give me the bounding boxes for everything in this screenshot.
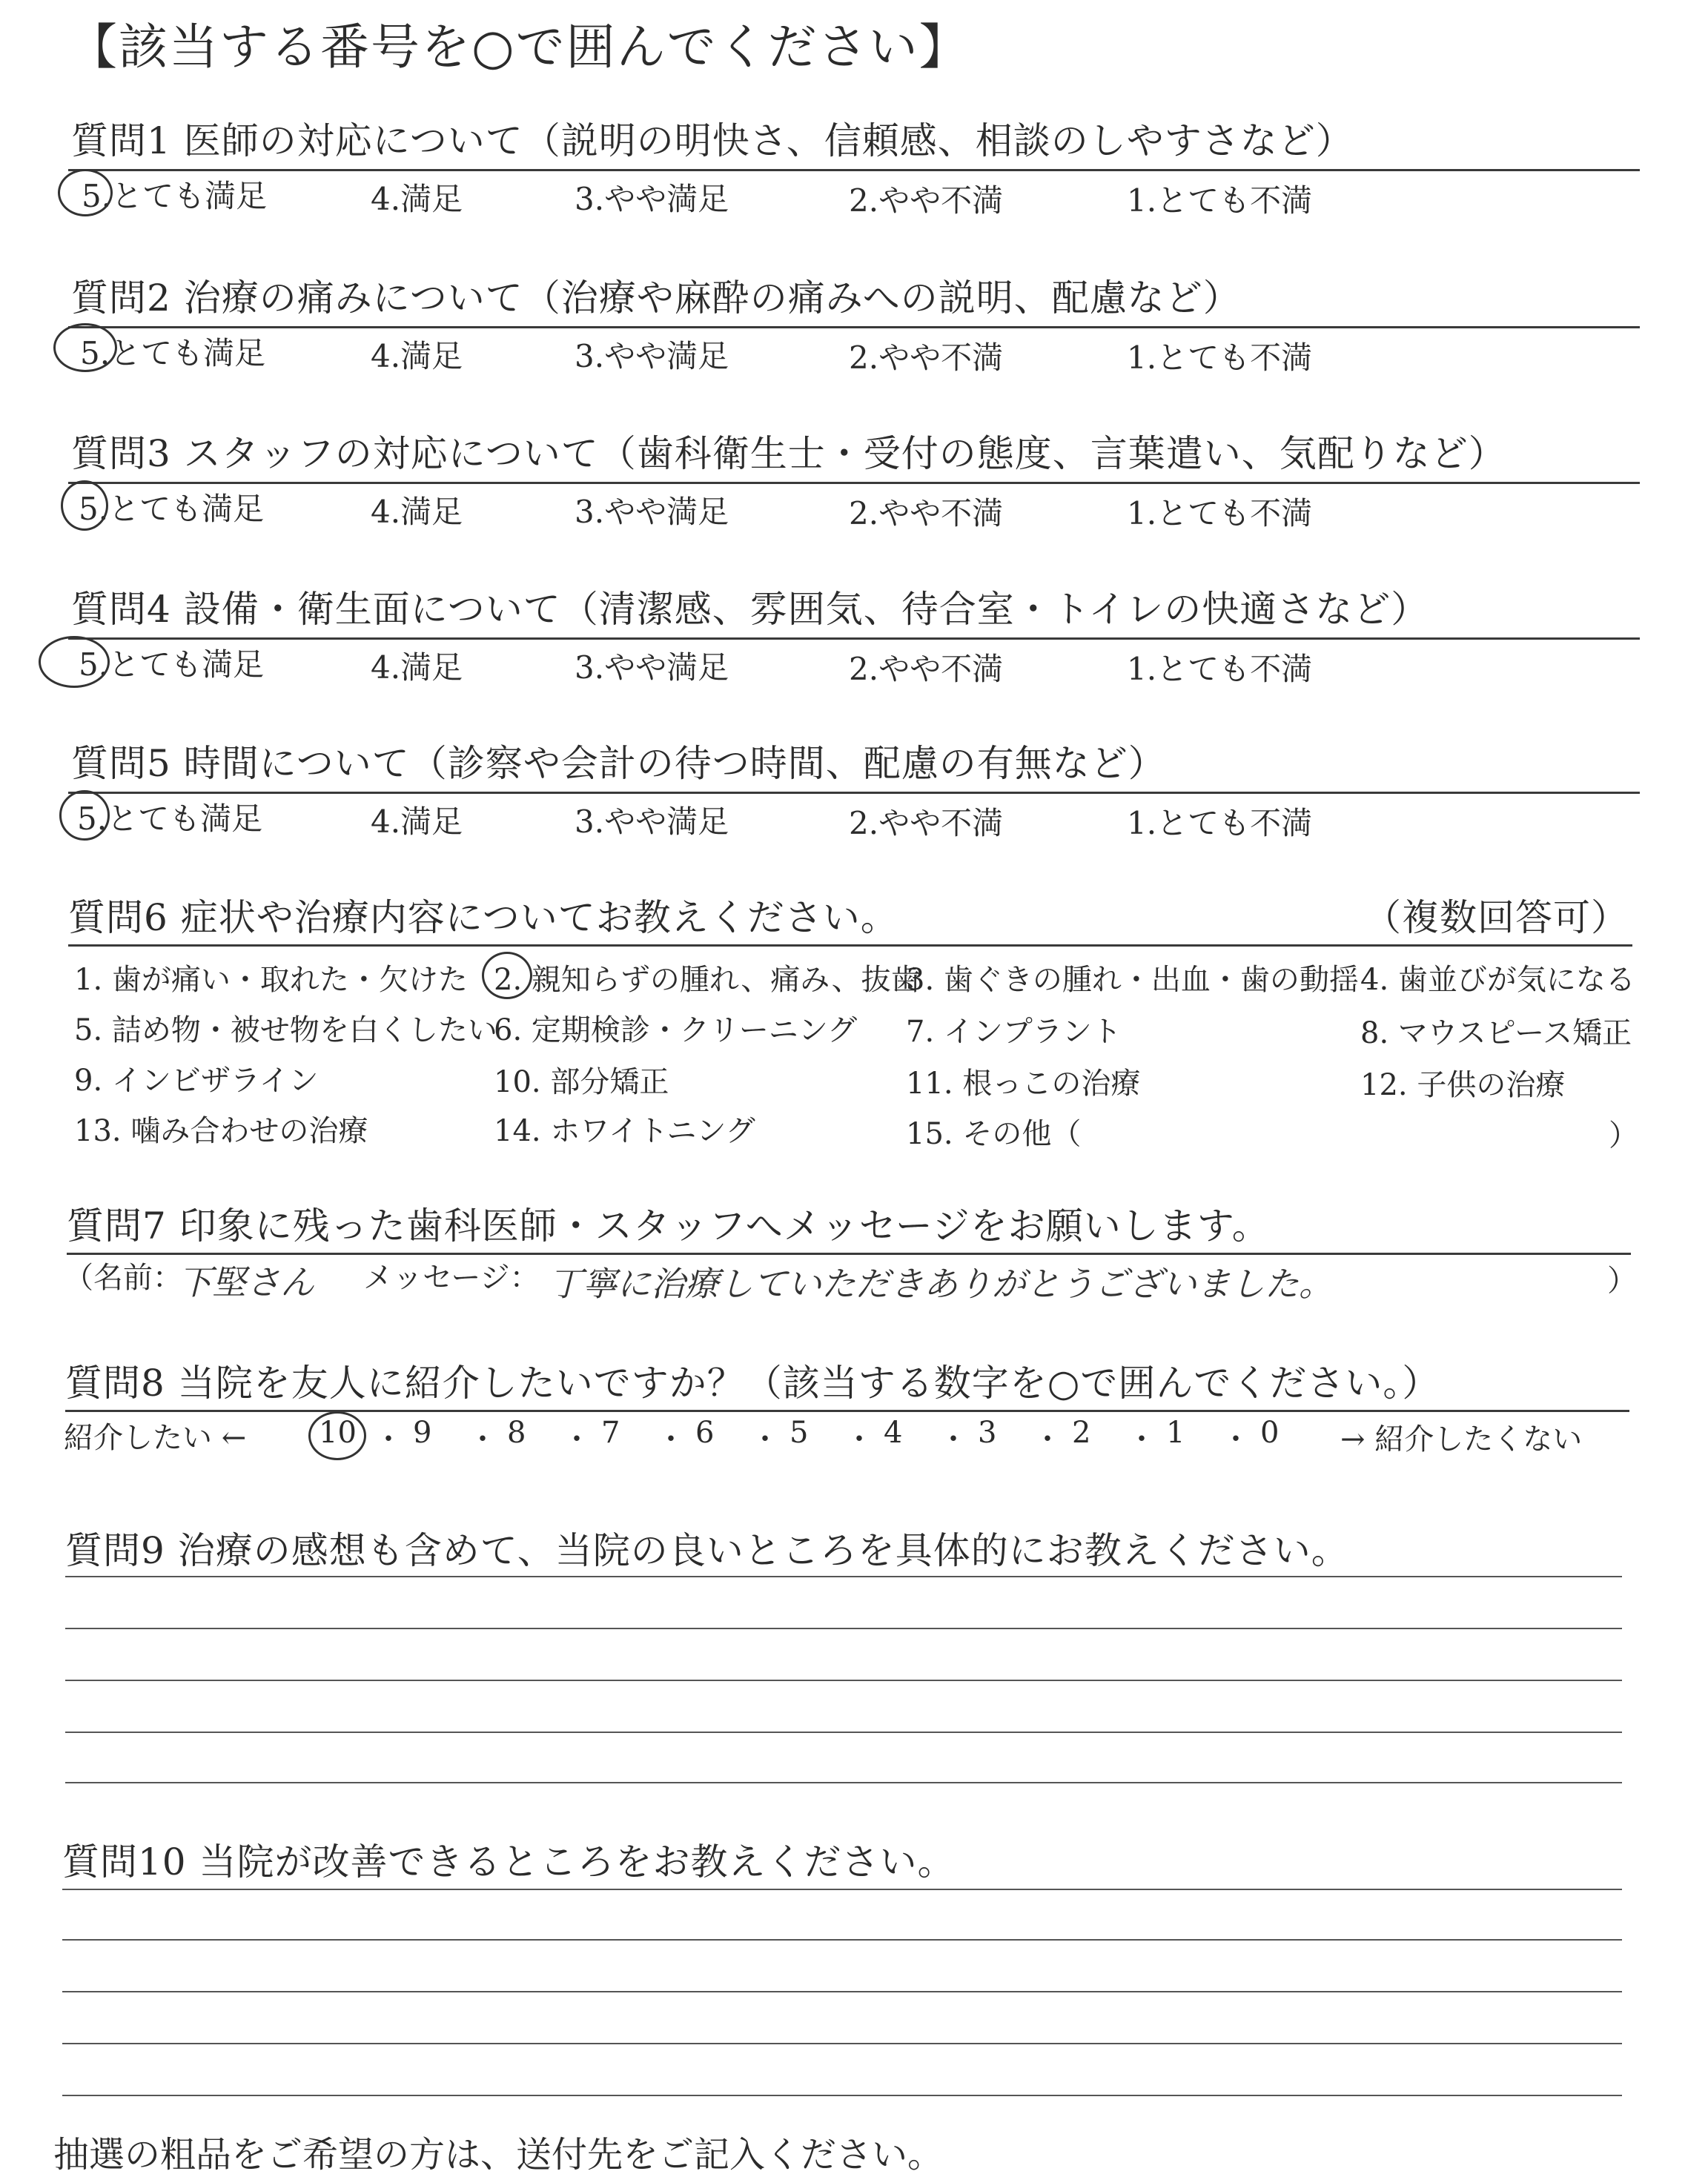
question-1-rule	[68, 169, 1640, 171]
q9-answer-line[interactable]	[65, 1628, 1622, 1629]
q8-right-label: → 紹介したくない	[1340, 1422, 1583, 1457]
question-4-title: 質問4 設備・衛生面について（清潔感、雰囲気、待合室・トイレの快適さなど）	[71, 588, 1429, 631]
q3-option-1[interactable]: 1.とても不満	[1127, 495, 1313, 531]
q1-option-5[interactable]: 5.とても満足	[82, 178, 268, 214]
q3-option-2[interactable]: 2.やや不満	[849, 495, 1004, 531]
q8-scale-separator: ・	[939, 1422, 968, 1457]
q1-option-1[interactable]: 1.とても不満	[1127, 182, 1313, 219]
q6-option-2[interactable]: 2. 親知らずの腫れ、痛み、抜歯	[494, 963, 921, 997]
q3-option-5[interactable]: 5.とても満足	[79, 491, 265, 527]
q8-scale-separator: ・	[1221, 1422, 1251, 1457]
q8-scale-value[interactable]: 2	[1072, 1416, 1091, 1450]
question-2-title: 質問2 治療の痛みについて（治療や麻酔の痛みへの説明、配慮など）	[71, 276, 1241, 319]
question-6-rule	[68, 944, 1632, 947]
q2-option-1[interactable]: 1.とても不満	[1127, 339, 1313, 376]
q8-scale-value[interactable]: 4	[884, 1416, 903, 1450]
q4-option-4[interactable]: 4.満足	[371, 649, 463, 686]
q8-scale-separator: ・	[750, 1422, 780, 1457]
q6-option-15[interactable]: 15. その他（	[906, 1117, 1082, 1151]
q6-option-9[interactable]: 9. インビザライン	[74, 1064, 319, 1098]
q6-option-3[interactable]: 3. 歯ぐきの腫れ・出血・歯の動揺	[906, 963, 1359, 997]
q6-option-4[interactable]: 4. 歯並びが気になる	[1360, 963, 1635, 997]
q8-scale-value[interactable]: 5	[790, 1416, 809, 1450]
q8-scale-separator: ・	[562, 1422, 592, 1457]
q10-answer-line[interactable]	[62, 1991, 1622, 1992]
q9-answer-line[interactable]	[65, 1732, 1622, 1733]
q8-scale-value[interactable]: 8	[507, 1416, 526, 1450]
q6-option-6[interactable]: 6. 定期検診・クリーニング	[494, 1013, 858, 1047]
q6-selection-circle	[482, 952, 532, 999]
q7-close-paren: ）	[1607, 1264, 1637, 1298]
q5-selection-circle	[59, 790, 110, 841]
q9-answer-line[interactable]	[65, 1576, 1622, 1577]
q3-option-3[interactable]: 3.やや満足	[575, 494, 729, 530]
question-5-rule	[68, 792, 1640, 794]
q2-option-3[interactable]: 3.やや満足	[575, 338, 729, 374]
q10-answer-line[interactable]	[62, 1939, 1622, 1941]
q7-message-label: メッセージ：	[363, 1261, 540, 1295]
q8-scale-value[interactable]: 3	[978, 1416, 997, 1450]
q8-scale-separator: ・	[844, 1422, 874, 1457]
question-8-title: 質問8 当院を友人に紹介したいですか？（該当する数字を○で囲んでください。）	[65, 1362, 1440, 1405]
q8-scale-value[interactable]: 9	[413, 1416, 432, 1450]
q5-option-4[interactable]: 4.満足	[371, 803, 463, 840]
q8-scale-separator: ・	[374, 1422, 403, 1457]
question-6-title: 質問6 症状や治療内容についてお教えください。	[68, 896, 898, 939]
q8-scale-value[interactable]: 10	[319, 1416, 357, 1450]
q8-scale-separator: ・	[656, 1422, 686, 1457]
q2-option-5[interactable]: 5.とても満足	[80, 335, 266, 371]
q6-option-12[interactable]: 12. 子供の治療	[1360, 1068, 1566, 1102]
q8-left-label: 紹介したい ←	[64, 1421, 247, 1455]
q6-option-10[interactable]: 10. 部分矯正	[494, 1065, 669, 1099]
q8-scale-separator: ・	[1033, 1422, 1062, 1457]
q7-message-value[interactable]: 丁寧に治療していただきありがとうございました。	[549, 1264, 1333, 1304]
q6-option-5[interactable]: 5. 詰め物・被せ物を白くしたい	[74, 1013, 497, 1047]
q10-answer-line[interactable]	[62, 2095, 1622, 2096]
question-8-rule	[65, 1410, 1629, 1412]
q4-option-1[interactable]: 1.とても不満	[1127, 651, 1313, 687]
footer-note: 抽選の粗品をご希望の方は、送付先をご記入ください。	[53, 2134, 944, 2176]
q6-option-1[interactable]: 1. 歯が痛い・取れた・欠けた	[74, 963, 468, 997]
q1-option-4[interactable]: 4.満足	[371, 181, 463, 217]
form-heading: 【該当する番号を○で囲んでください】	[68, 19, 970, 76]
question-6-note: （複数回答可）	[1364, 896, 1629, 939]
q8-scale-separator: ・	[468, 1422, 497, 1457]
q4-option-2[interactable]: 2.やや不満	[849, 651, 1004, 687]
q5-option-2[interactable]: 2.やや不満	[849, 805, 1004, 841]
q4-option-5[interactable]: 5.とても満足	[79, 646, 265, 683]
question-2-rule	[68, 326, 1640, 328]
q8-selection-circle	[308, 1411, 366, 1460]
question-5-title: 質問5 時間について（診察や会計の待つ時間、配慮の有無など）	[71, 742, 1166, 785]
q6-option-7[interactable]: 7. インプラント	[906, 1015, 1122, 1049]
q2-option-2[interactable]: 2.やや不満	[849, 339, 1004, 376]
q1-option-3[interactable]: 3.やや満足	[575, 181, 729, 217]
q9-answer-line[interactable]	[65, 1782, 1622, 1783]
q4-option-3[interactable]: 3.やや満足	[575, 649, 729, 686]
q8-scale-value[interactable]: 7	[601, 1416, 620, 1450]
q6-option-14[interactable]: 14. ホワイトニング	[494, 1114, 755, 1148]
q1-option-2[interactable]: 2.やや不満	[849, 182, 1004, 219]
q7-name-value[interactable]: 下堅さん	[178, 1262, 314, 1302]
q7-name-label: （名前：	[64, 1261, 182, 1295]
q4-selection-circle	[39, 636, 110, 688]
q3-option-4[interactable]: 4.満足	[371, 494, 463, 530]
q2-selection-circle	[53, 323, 117, 372]
q10-answer-line[interactable]	[62, 2043, 1622, 2044]
q3-selection-circle	[61, 480, 108, 531]
q6-option-8[interactable]: 8. マウスピース矯正	[1360, 1016, 1632, 1050]
q6-option-15-close: ）	[1609, 1119, 1638, 1153]
q10-answer-line[interactable]	[62, 1889, 1622, 1890]
q6-option-11[interactable]: 11. 根っこの治療	[906, 1067, 1141, 1101]
q5-option-1[interactable]: 1.とても不満	[1127, 805, 1313, 841]
q1-selection-circle	[58, 169, 113, 216]
q9-answer-line[interactable]	[65, 1680, 1622, 1681]
question-4-rule	[68, 637, 1640, 640]
question-10-title: 質問10 当院が改善できるところをお教えください。	[62, 1840, 956, 1883]
question-9-title: 質問9 治療の感想も含めて、当院の良いところを具体的にお教えください。	[65, 1529, 1349, 1572]
question-3-title: 質問3 スタッフの対応について（歯科衛生士・受付の態度、言葉遣い、気配りなど）	[71, 432, 1506, 475]
q8-scale-separator: ・	[1127, 1422, 1156, 1457]
q2-option-4[interactable]: 4.満足	[371, 338, 463, 374]
question-1-title: 質問1 医師の対応について（説明の明快さ、信頼感、相談のしやすさなど）	[71, 119, 1354, 162]
q5-option-3[interactable]: 3.やや満足	[575, 803, 729, 840]
q5-option-5[interactable]: 5.とても満足	[77, 801, 263, 837]
q8-scale-value[interactable]: 1	[1166, 1416, 1185, 1450]
q8-scale-value[interactable]: 0	[1260, 1416, 1280, 1450]
question-3-rule	[68, 482, 1640, 484]
q6-option-13[interactable]: 13. 噛み合わせの治療	[74, 1114, 368, 1148]
q8-scale	[319, 1416, 1312, 1457]
question-7-title: 質問7 印象に残った歯科医師・スタッフへメッセージをお願いします。	[67, 1205, 1270, 1247]
question-7-rule	[67, 1253, 1631, 1255]
q8-scale-value[interactable]: 6	[695, 1416, 715, 1450]
